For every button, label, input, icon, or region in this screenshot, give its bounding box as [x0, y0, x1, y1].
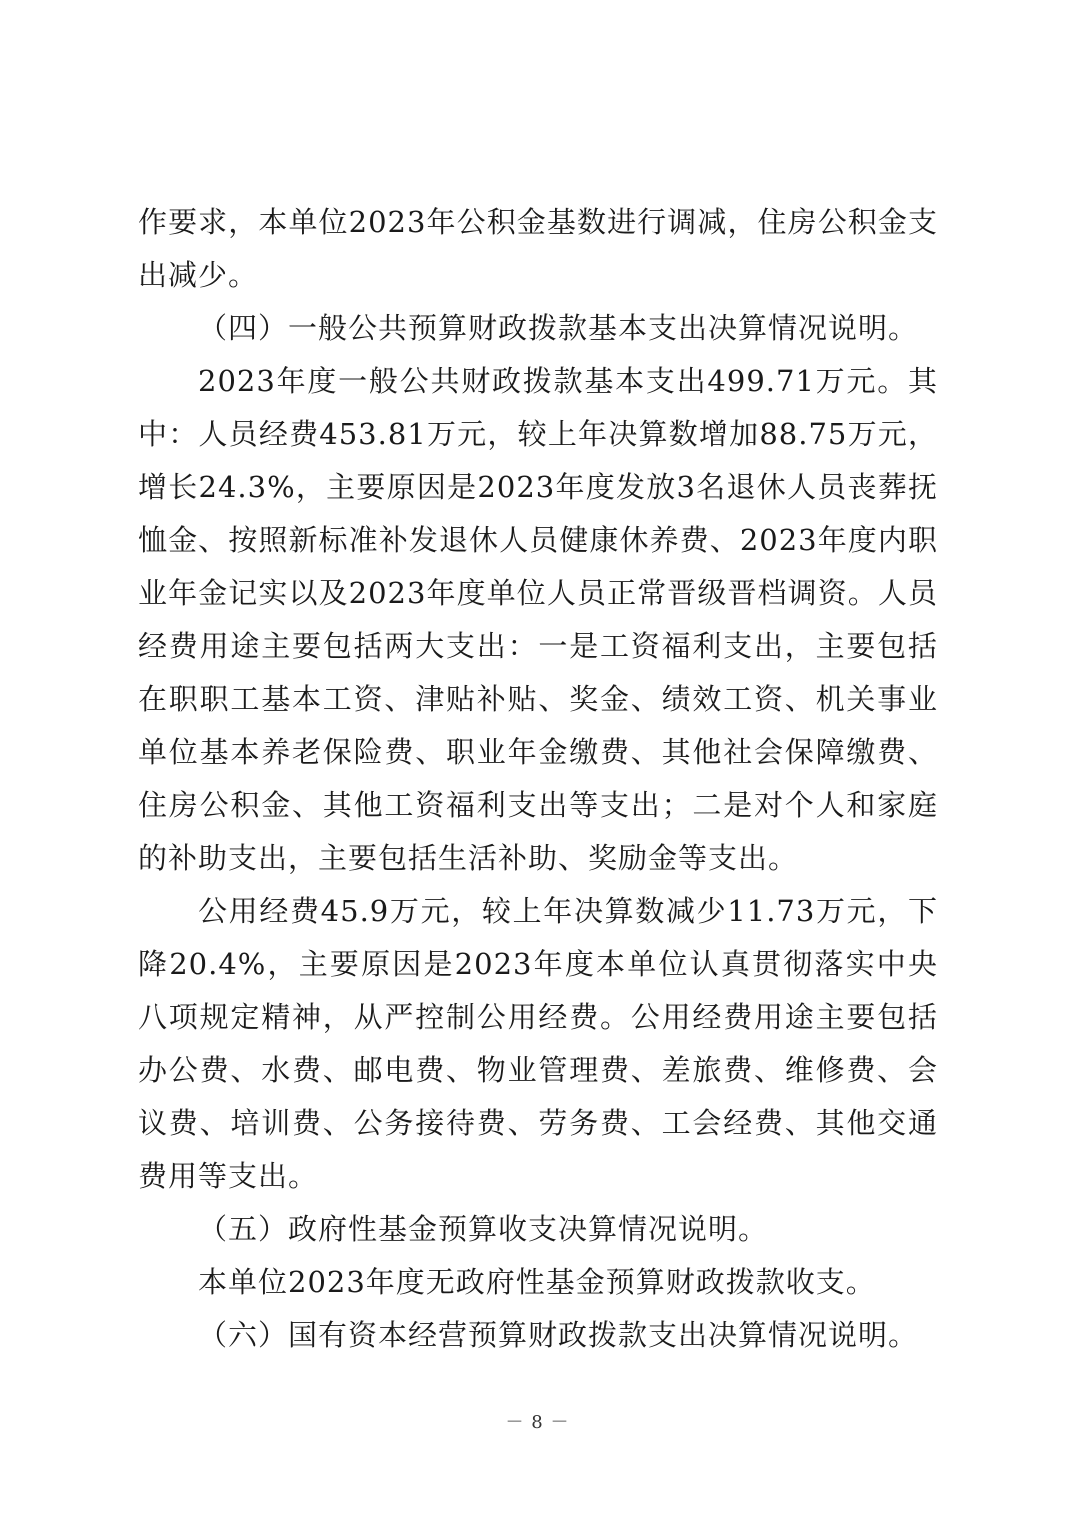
paragraph-government-fund: 本单位2023年度无政府性基金预算财政拨款收支。	[198, 1265, 876, 1299]
page-number: － 8 －	[505, 1412, 570, 1433]
section-heading-5: （五）政府性基金预算收支决算情况说明。	[198, 1212, 769, 1246]
paragraph-basic-expenditure: 2023年度一般公共财政拨款基本支出499.71万元。其中：人员经费453.81万元，较上年决算数增加88.75万元，增长24.3%，主要原因是2023年度发放3名退休人员丧葬抚恤金、按照新标准补发退休人员健康休养费、2023年度内职业年金记实以及2023年度单位人员正常晋级晋档调资。人员经费用途主要包括两大支出：一是工资福利支出，主要包括在职职工基本工资、津贴补贴、奖金、绩效工资、机关事业单位基本养老保险费、职业年金缴费、其他社会保障缴费、住房公积金、其他工资福利支出等支出；二是对个人和家庭的补助支出，主要包括生活补助、奖励金等支出。	[138, 364, 938, 875]
section-heading-4: （四）一般公共预算财政拨款基本支出决算情况说明。	[198, 311, 919, 345]
paragraph-public-expenses: 公用经费45.9万元，较上年决算数减少11.73万元，下降20.4%，主要原因是2023年度本单位认真贯彻落实中央八项规定精神，从严控制公用经费。公用经费用途主要包括办公费、水费、邮电费、物业管理费、差旅费、维修费、会议费、培训费、公务接待费、劳务费、工会经费、其他交通费用等支出。	[138, 894, 938, 1193]
section-heading-6: （六）国有资本经营预算财政拨款支出决算情况说明。	[198, 1318, 919, 1352]
document-body	[138, 196, 938, 1362]
paragraph-continuation: 作要求，本单位2023年公积金基数进行调减，住房公积金支出减少。	[138, 205, 938, 292]
